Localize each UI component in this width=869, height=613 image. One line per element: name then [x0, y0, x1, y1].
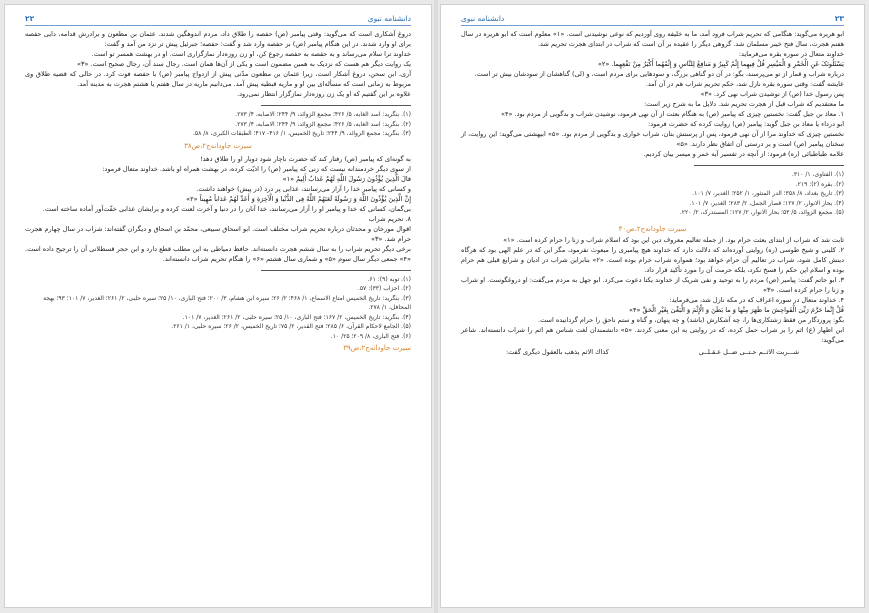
page-22 [4, 4, 432, 608]
section-heading: ۸. تحریم شراب [368, 214, 411, 223]
paragraph: علاوه بر این گفتیم که او یک زن روزه‌دار نمازگزار انتظار نمی‌رود. [237, 90, 411, 98]
poem-hemistich: كذاك الاثم يذهب بالعقول ديگری گفت: [505, 347, 609, 356]
footnote: (۱). بنگرید: اسد الغابه، ۵/ ۴۲۶؛ مجمع الزوائد، ۹/ ۲۴۴؛ الاصابه، ۴/ ۲۷۳. [235, 111, 411, 118]
footnote: (۱). توبه (۹): ۶۱. [367, 275, 411, 283]
paragraph: دروغ آشکاری است که می‌گوید: وقتی پیامبر (ص) حفصه را طلاق داد، مردم اندوهگین شدند. عثمان بن مظعون و برادرش قدامه، دایی حفصه برای او وارد شدند. در این هنگام پیامبر (ص) بر حفصه وارد شد و گفت: حفصه؛ جبرئیل پیش تر نزد من آمد و گفت: [25, 30, 411, 48]
footnote-divider [261, 270, 411, 271]
paragraph: یک روایت دیگر هم هست که نزدیک به همین مضمون است و یکی از آن‌ها همان است. رجال سند آن، رجال صحیح است. «۳» [77, 60, 411, 68]
footnote: (۳). تاریخ بغداد، ۸/ ۳۵۸؛ الدر المنثور، ۱/ ۲۵۲؛ الغدیر، ۷/ ۱۰۱. [692, 190, 844, 197]
paragraph: خداوند ترا سلام می‌رساند و به حفصه به حفصه رجوع کن، او زن روزه‌دار نمازگزاری است. او در بهشت همسر تو است. [91, 50, 411, 58]
paragraph: ابن اظهار (ع) اثم را بر شراب حمل کرده، که در روایتی به این معنی کردند. «۵» دانشمندان لغت شناس هم اثم را شراب دانسته‌اند. شاعر می‌گوید: [461, 325, 844, 344]
section-source-title: سیرت جاودانه‌ج۲،ص۳۹ [343, 344, 411, 352]
paragraph: ابو درداء یا معاذ بن جبل گوید: پیامبر (ص) روایت کرده که حضرت فرمود: [648, 120, 844, 128]
footnote: (۲). بقره (۲): ۲۱۹. [795, 180, 844, 188]
page-number: ۲۳ [834, 13, 844, 23]
paragraph: علامه طباطبائی (ره) فرمود: از آنچه در تفسیر آیه خمر و میسر بیان کردیم. [643, 150, 844, 158]
paragraph: ما معتقدیم که شراب قبل از هجرت تحریم شد. دلایل ما به شرح زیر است: [644, 100, 844, 108]
paragraph: بی‌گمان، کسانی که خدا و پیامبر او را آزار می‌رسانند، خدا آنان را در دنیا و آخرت لعنت کرده و برایشان عذابی خفّت‌آور آماده ساخته است. [42, 204, 411, 213]
footnote: (۴). بحار الانوار، ۲/ ۱۲۷؛ قصار الجمل، ۲/ ۲۸۳؛ الغدیر، ۷/ ۱۰۱. [689, 199, 844, 207]
footnote-divider [261, 105, 411, 106]
paragraph: از سوی دیگر خردمندانه نیست که زنی که پیامبر (ص) را اذیّت کرده، در بهشت همراه او باشد. خداوند متعال فرمود: [102, 164, 411, 173]
quran-verse: قُلْ إِنَّما حَرَّمَ رَبِّیَ الْفَواحِشَ ما ظَهَرَ مِنْها وَ ما بَطَنَ وَ الْإِثْمَ وَ الْبَغْیَ بِغَیْرِ الْحَقِّ «۴» [629, 305, 844, 314]
section-source-title: سیرت جاودانه‌ج۲،ص۴۰ [618, 224, 687, 233]
section-source-title: سیرت جاودانه‌ج۲،ص۳۸ [184, 141, 252, 150]
page-23 [440, 4, 865, 608]
page-header [461, 13, 844, 26]
page-header [25, 13, 411, 26]
quran-verse: إِنَّ الَّذِینَ یُؤْذُونَ اللَّهَ وَ رَسُولَهُ لَعَنَهُمُ اللَّهُ فِی الدُّنْیا وَ الْآخِرَةِ وَ أَعَدَّ لَهُمْ عَذاباً مُهِیناً «۲» [186, 194, 411, 203]
footnote: (۵). مجمع الزوائد، ۵/ ۵۳؛ بحار الانوار، ۲/ ۱۲۷؛ المستدرک، ۲/ ۲۲۰. [679, 209, 844, 216]
paragraph: ۱. معاذ بن جبل گفت: نخستین چیزی که پیامبر (ص) به هنگام بعثت از آن نهی فرمود، نوشیدن شراب و بدگویی از مردم بود. «۴» [501, 110, 844, 118]
book-title: دانشنامه نبوی [367, 13, 411, 23]
paragraph: درباره شراب و قمار از تو می‌پرسند، بگو: در آن دو گناهی بزرگ، و سودهایی برای مردم است، و (لی) گناهشان از سودشان بیش تر است. [474, 70, 844, 78]
page-gutter [434, 0, 438, 613]
paragraph: برخی دیگر تحریم شراب را به سال ششم هجرت دانسته‌اند. حافظ دمیاطی به این مطلب قطع دارد و ابن حجر قسطلانی آن را ترجیح داده است. «۴» جمعی دیگر سال سوم «۵» و شماری سال هشتم «۶» را هنگام تحریم شراب دانسته‌اند. [25, 244, 411, 263]
paragraph: پس رسول خدا (ص) از نوشیدن شراب نهی کرد. «۳» [700, 90, 844, 98]
page-number: ۲۲ [25, 13, 35, 23]
quran-verse: قالَ الَّذِینَ یُؤْذُونَ رَسُولَ اللَّهِ لَهُمْ عَذابٌ أَلِیمٌ «۱» [282, 174, 411, 183]
paragraph: بگو: پروردگار من فقط زشتکاری‌ها را، چه آشکارش (باشد) و چه پنهان، و گناه و ستم ناحق را حرام گردانیده است. [538, 315, 844, 324]
footnote: (۳). بنگرید: مجمع الزوائد، ۹/ ۲۴۴؛ تاریخ الخمیس، ۱/ ۴۱۶- ۴۱۷؛ الطبقات الکبری، ۸/ ۵۸. [192, 130, 411, 137]
footnote: (۳). بنگرید: تاریخ الخمیس امتاع الاسماع، ۱/ ۴۶۸؛ ۲/ ۲۶؛ سیره ابن هشام، ۳/ ۲۰۰؛ فتح الباری، ۱۰/ ۲۵؛ سیره حلبی، ۲/ ۲۶۱؛ الغدیر، ۷/ ۱۰۱؛ ۹۳؛ بهجة المحافل، ۱/ ۲۷۸. [43, 294, 411, 311]
book-title: دانشنامه نبوی [461, 13, 505, 23]
footnote-divider [694, 165, 844, 166]
footnote: (۵). الجامع لاحکام القرآن، ۶/ ۲۸۵؛ فتح القدیر، ۲/ ۷۵؛ تاریخ الخمیس، ۲/ ۲۶؛ سیره حلبی، ۱/ ۲۶۱. [171, 323, 411, 330]
paragraph: آری، ابن سحن، دروغ آشکار است، زیرا عثمان بن مظعون مدّتی پیش از ازدواج پیامبر (ص) با حفصه فوت کرد. در حالی که قضیه طلاق وی مربوط به زمانی است که مسأله‌ای بین او و ماریه قبطیه پیش آمد. می‌دانیم ماریه در سال هفتم یا هشتم هجرت به مدینه آمد. [25, 70, 411, 88]
paragraph: نخستین چیزی که خداوند مرا از آن نهی فرمود، پس از پرستش بتان، شراب خواری و بدگویی از مردم بود. «۵» ابیهشتی می‌گوید: این روایت، از سخنان پیامبر (ص) است و بر درستی آن اتفاق نظر دارند. «۵» [461, 130, 844, 148]
poem-verse [461, 347, 844, 357]
paragraph: ابو هریره می‌گوید: هنگامی که تحریم شراب فرود آمد، ما به خلیفه روی آوردیم که نوعی نوشیدنی است. «۱» معلوم است که ابو هریره در سال هفتم هجرت، سال فتح خیبر مسلمان شد. گروهی دیگر را عقیده بر آن است که شراب در ابتدای هجرت تحریم شد. [461, 30, 845, 48]
poem-hemistich: شـــربت الاثــم حـتــى ضــل عـقـلــى [698, 347, 800, 356]
footnote: (۱). الفتاوى، ۱/ ۳۱۰. [791, 171, 844, 178]
paragraph: و کسانی که پیامبر خدا را آزار می‌رسانند، عذابی پر درد (در پیش) خواهند داشت. [196, 184, 411, 193]
paragraph: ۲. کلینی و شیخ طوسی (ره) روایتی آورده‌اند که دلالت دارد که خداوند هیچ پیامبری را مبعوث نفرمود، مگر این که در علم الهی بود که هرگاه دینش کامل شود، شراب در تعالیم آن حرام خواهد بود؛ همواره شراب حرام بوده است. «۲» بنابراین شراب در ادیان و شرایع قبلی هم حرام بوده و اسلام این حکم را فسخ نکرد، بلکه حرمت آن را مورد تأکید قرار داد. [461, 245, 845, 274]
paragraph: اقوال مورخان و محدثان درباره تحریم شراب مختلف است. ابو اسحاق سبیعی، محمّد بن اسحاق و دیگران گفته‌اند: شراب در سال چهارم هجرت حرام شد. «۳» [25, 224, 411, 243]
paragraph: ۴. خداوند متعال در سوره اعراف که در مکه نازل شد، می‌فرماید: [669, 295, 844, 304]
quran-verse: یَسْئَلُونَکَ عَنِ الْخَمْرِ وَ الْمَیْسِرِ قُلْ فِیهِما إِثْمٌ کَبِیرٌ وَ مَنافِعُ لِلنَّاسِ وَ إِثْمُهُما أَکْبَرُ مِنْ نَفْعِهِما. «۲» [597, 60, 844, 68]
footnote: (۶). فتح الباری، ۸/ ۲۰۹؛ ۲۵/ ۱۰. [330, 332, 411, 340]
footnote: (۴). بنگرید: تاریخ الخمیس، ۲/ ۱۶۷؛ فتح الباری، ۱۰/ ۲۵؛ سیره حلبی، ۲/ ۲۶۱؛ الغدیر، ۷/ ۱۰۱. [182, 313, 411, 321]
footnote: (۲). بنگرید: اسد الغابه، ۵/ ۴۲۶؛ مجمع الزوائد، ۹/ ۲۴۴؛ الاصابه، ۴/ ۲۷۳. [235, 120, 411, 128]
footnote: (۲). احزاب (۳۳): ۵۷. [357, 285, 411, 292]
paragraph: عایشه گفت: وقتی سوره بقره نازل شد، حکم تحریم شراب هم در آن آمد. [645, 80, 844, 88]
paragraph: ثابت شد که شراب از ابتدای بعثت حرام بود. از جمله تعالیم معروف دین این بود که اسلام شراب و زنا را حرام کرده است. «۱» [503, 235, 844, 244]
paragraph: ۳. ابو حاتم گفت: پیامبر (ص) مردم را به توحید و نفی شریک از خداوند یکتا دعوت می‌کرد. ابو جهل به مردم می‌گفت: او دروغگوست. او شراب و زنا را حرام کرده است. «۳» [461, 275, 844, 294]
paragraph: خداوند متعال در سوره بقره می‌فرماید: [738, 50, 844, 58]
paragraph: به گونه‌ای که پیامبر (ص) رفتار کند که حضرت ناچار شود دوبار او را طلاق دهد! [200, 154, 411, 163]
